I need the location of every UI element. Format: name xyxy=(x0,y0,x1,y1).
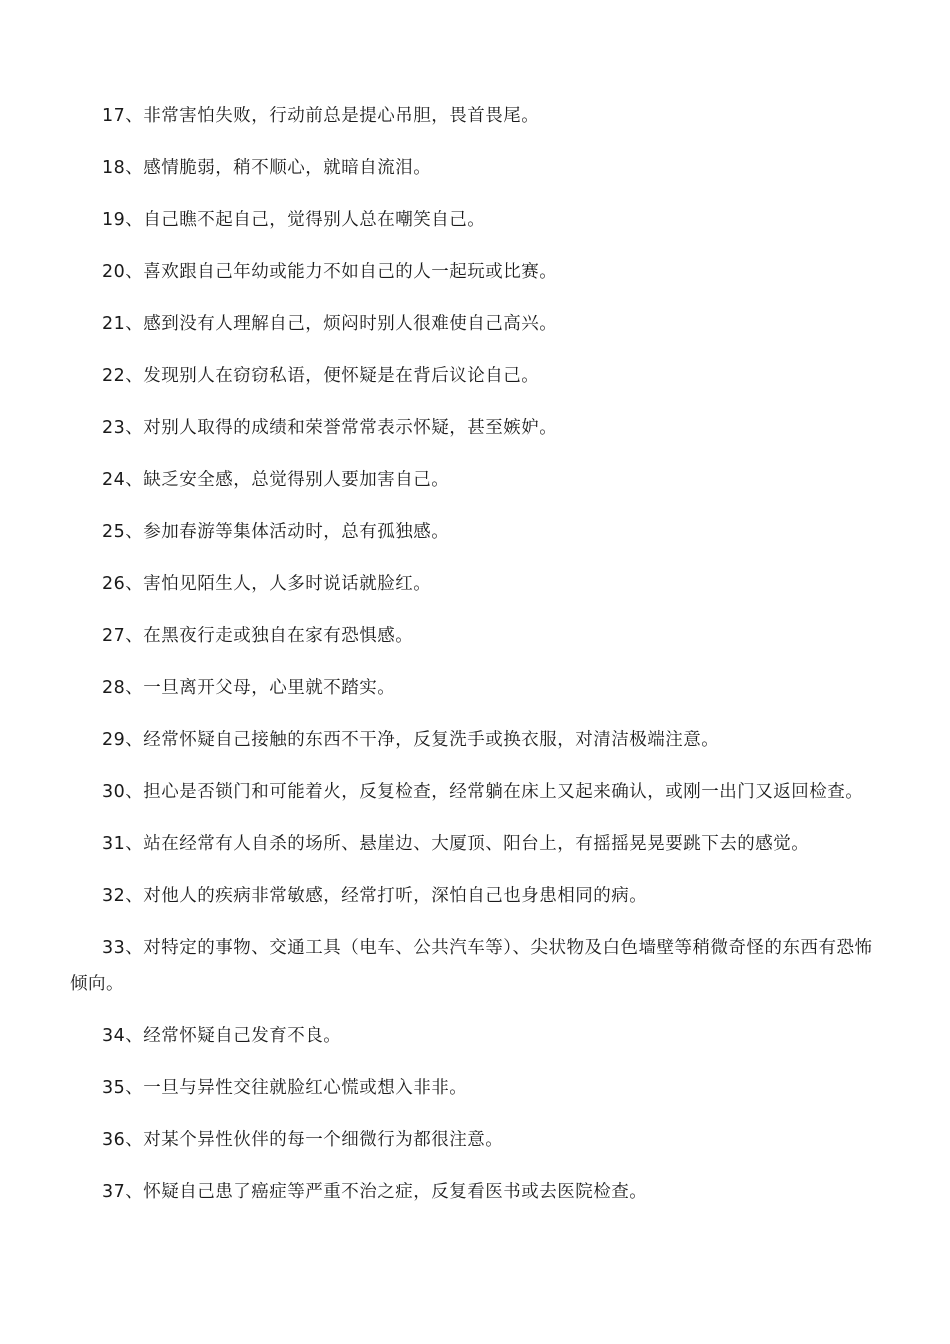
list-item: 33、对特定的事物、交通工具（电车、公共汽车等）、尖状物及白色墙壁等稍微奇怪的东西有恐怖倾向。 xyxy=(70,938,873,994)
list-item: 36、对某个异性伙伴的每一个细微行为都很注意。 xyxy=(102,1130,504,1150)
list-item: 27、在黑夜行走或独自在家有恐惧感。 xyxy=(102,626,414,646)
list-item: 29、经常怀疑自己接触的东西不干净，反复洗手或换衣服，对清洁极端注意。 xyxy=(102,730,720,750)
list-item: 24、缺乏安全感，总觉得别人要加害自己。 xyxy=(102,470,450,490)
list-item: 30、担心是否锁门和可能着火，反复检查，经常躺在床上又起来确认，或刚一出门又返回检查。 xyxy=(102,782,864,802)
list-item: 18、感情脆弱，稍不顺心，就暗自流泪。 xyxy=(102,158,432,178)
list-item: 25、参加春游等集体活动时，总有孤独感。 xyxy=(102,522,450,542)
list-item: 23、对别人取得的成绩和荣誉常常表示怀疑，甚至嫉妒。 xyxy=(102,418,558,438)
list-item: 35、一旦与异性交往就脸红心慌或想入非非。 xyxy=(102,1078,468,1098)
list-item: 17、非常害怕失败，行动前总是提心吊胆，畏首畏尾。 xyxy=(102,106,540,126)
list-item: 20、喜欢跟自己年幼或能力不如自己的人一起玩或比赛。 xyxy=(102,262,558,282)
list-item: 31、站在经常有人自杀的场所、悬崖边、大厦顶、阳台上，有摇摇晃晃要跳下去的感觉。 xyxy=(102,834,810,854)
list-item: 22、发现别人在窃窃私语，便怀疑是在背后议论自己。 xyxy=(102,366,540,386)
list-item: 34、经常怀疑自己发育不良。 xyxy=(102,1026,342,1046)
list-item: 32、对他人的疾病非常敏感，经常打听，深怕自己也身患相同的病。 xyxy=(102,886,648,906)
list-item: 19、自己瞧不起自己，觉得别人总在嘲笑自己。 xyxy=(102,210,486,230)
list-item: 28、一旦离开父母，心里就不踏实。 xyxy=(102,678,396,698)
list-item: 21、感到没有人理解自己，烦闷时别人很难使自己高兴。 xyxy=(102,314,558,334)
list-item: 37、怀疑自己患了癌症等严重不治之症，反复看医书或去医院检查。 xyxy=(102,1182,648,1202)
list-item: 26、害怕见陌生人，人多时说话就脸红。 xyxy=(102,574,432,594)
